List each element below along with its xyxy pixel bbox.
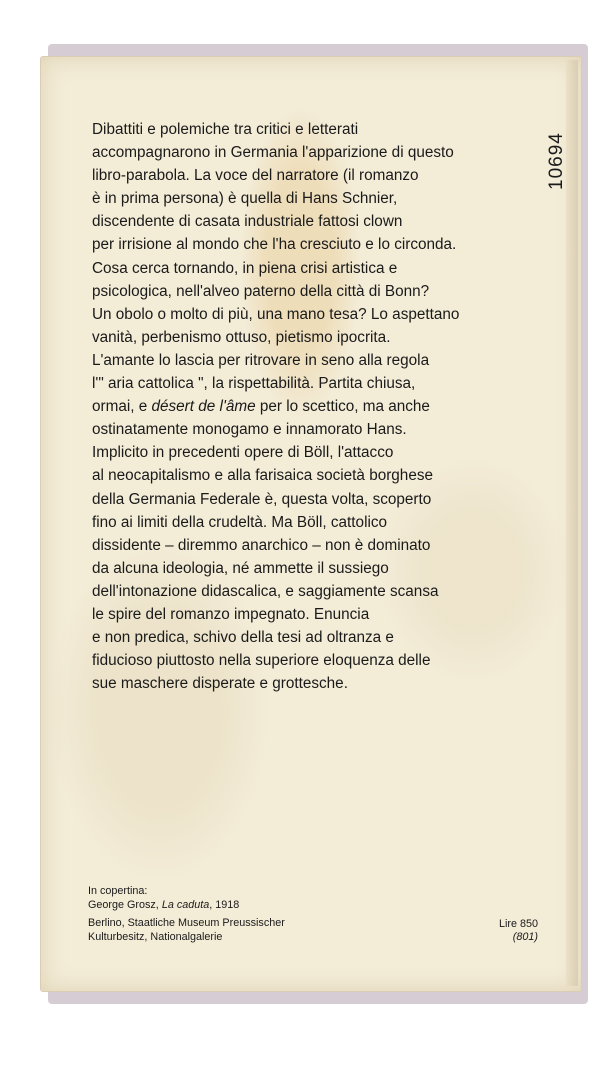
description-line: è in prima persona) è quella di Hans Schnier, — [92, 190, 398, 208]
artwork-location: Berlino, Staatliche Museum Preussischer — [88, 917, 285, 930]
artwork-year: , 1918 — [209, 898, 240, 911]
description-text: per lo scettico, ma anche — [255, 398, 430, 416]
description-line: l'" aria cattolica ", la rispettabilità. Partita chiusa, — [92, 375, 416, 393]
price-block — [478, 918, 538, 944]
description-line: le spire del romanzo impegnato. Enuncia — [92, 605, 370, 623]
page-edge — [566, 60, 578, 986]
cover-credit — [88, 885, 285, 944]
description-line: L'amante lo lascia per ritrovare in seno alla regola — [92, 351, 430, 369]
description-line: accompagnarono in Germania l'apparizione di questo — [92, 144, 454, 162]
description-line: psicologica, nell'alveo paterno della città di Bonn? — [92, 282, 430, 300]
italic-phrase: désert de l'âme — [151, 398, 256, 416]
artwork-title: La caduta — [161, 898, 210, 911]
cover-credit-artwork — [88, 899, 285, 913]
description-line: libro-parabola. La voce del narratore (il romanzo — [92, 167, 419, 185]
description-line: Dibattiti e polemiche tra critici e letterati — [92, 121, 359, 138]
description-line: fino ai limiti della crudeltà. Ma Böll, cattolico — [92, 513, 388, 531]
description-line: della Germania Federale è, questa volta, scoperto — [92, 490, 432, 508]
description-line: dell'intonazione didascalica, e saggiamente scansa — [92, 582, 439, 600]
description-line: da alcuna ideologia, né ammette il sussiego — [92, 559, 389, 577]
cover-credit-heading: In copertina: — [88, 885, 148, 897]
artwork-location: Kulturbesitz, Nationalgalerie — [88, 930, 223, 943]
description-line: fiducioso piuttosto nella superiore eloquenza delle — [92, 652, 431, 670]
description-line: Cosa cerca tornando, in piena crisi artistica e — [92, 259, 398, 277]
price: Lire 850 — [498, 918, 538, 930]
back-cover-description — [92, 118, 552, 695]
description-line: per irrisione al mondo che l'ha cresciuto e lo circonda. — [92, 236, 457, 254]
description-line: discendente di casata industriale fattosi clown — [92, 213, 403, 231]
description-line: dissidente – diremmo anarchico – non è dominato — [92, 536, 431, 554]
description-line: al neocapitalismo e alla farisaica società borghese — [92, 467, 433, 485]
description-line: e non predica, schivo della tesi ad oltranza e — [92, 629, 394, 647]
artist-name: George Grosz, — [88, 898, 162, 911]
serial-number: 10694 — [546, 132, 567, 190]
description-line: Un obolo o molto di più, una mano tesa? Lo aspettano — [92, 305, 460, 323]
description-line: ostinatamente monogamo e innamorato Hans. — [92, 421, 407, 439]
price-code: (801) — [512, 931, 538, 943]
description-line: sue maschere disperate e grottesche. — [92, 675, 348, 693]
description-text: ormai, e — [92, 398, 152, 416]
description-line-italic-phrase — [92, 395, 552, 418]
description-line: vanità, perbenismo ottuso, pietismo ipocrita. — [92, 328, 391, 346]
description-line: Implicito in precedenti opere di Böll, l'attacco — [92, 444, 394, 462]
